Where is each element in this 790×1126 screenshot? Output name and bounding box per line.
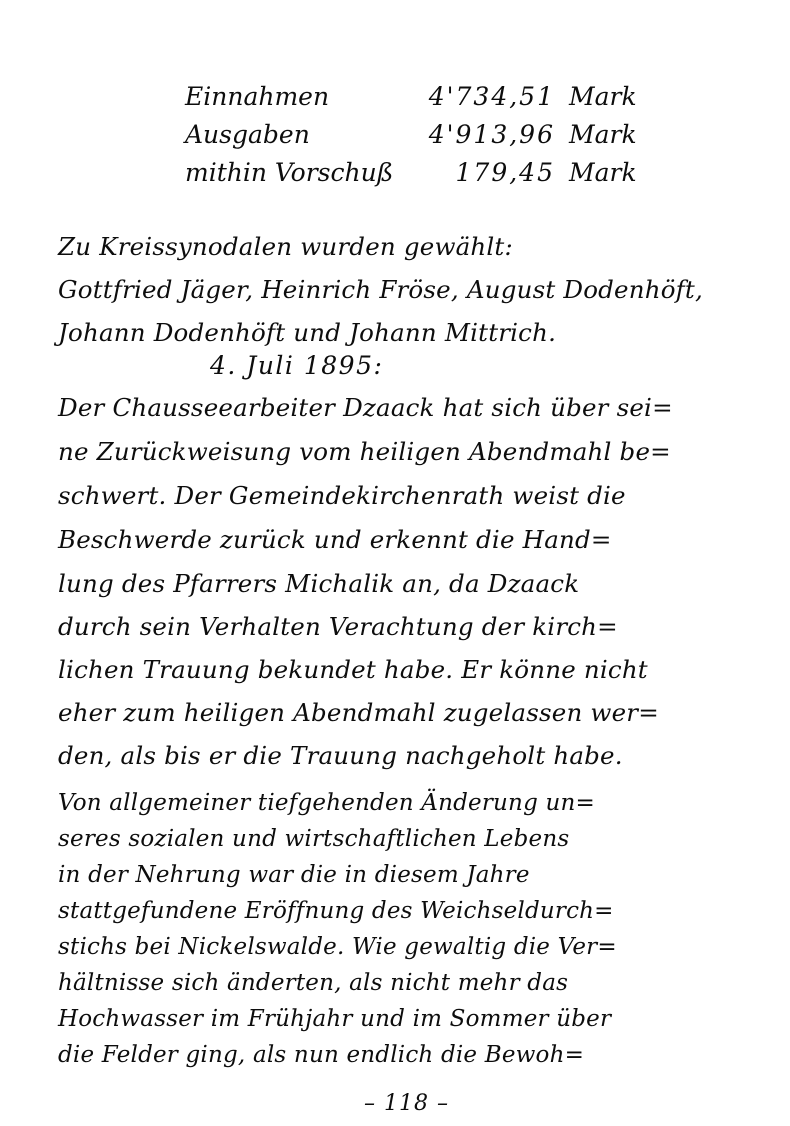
complaint-line: ne Zurückweisung vom heiligen Abendmahl be= (58, 437, 671, 466)
page-number: – 118 – (364, 1091, 449, 1116)
account-label: Ausgaben (185, 120, 310, 149)
account-amount: 179,45 (455, 158, 555, 187)
change-line: stichs bei Nickelswalde. Wie gewaltig die Ver= (58, 934, 617, 960)
synod-line: Johann Dodenhöft und Johann Mittrich. (58, 318, 557, 347)
account-label: Einnahmen (185, 82, 330, 111)
change-line: seres sozialen und wirtschaftlichen Lebens (58, 826, 570, 852)
complaint-line: den, als bis er die Trauung nachgeholt habe. (58, 741, 623, 770)
accounts-block (185, 82, 655, 196)
account-amount: 4'913,96 (428, 120, 555, 149)
account-row-expenses (185, 120, 655, 158)
complaint-line: lichen Trauung bekundet habe. Er könne nicht (58, 655, 648, 684)
complaint-line: lung des Pfarrers Michalik an, da Dzaack (58, 569, 580, 598)
account-unit: Mark (569, 158, 637, 187)
account-amount: 4'734,51 (428, 82, 555, 111)
change-line: Hochwasser im Frühjahr und im Sommer über (58, 1006, 612, 1032)
account-label: mithin Vorschuß (185, 158, 394, 187)
change-line: in der Nehrung war die in diesem Jahre (58, 862, 530, 888)
account-row-advance (185, 158, 655, 196)
account-unit: Mark (569, 120, 637, 149)
complaint-line: Beschwerde zurück und erkennt die Hand= (58, 525, 612, 554)
complaint-line: durch sein Verhalten Verachtung der kirch= (58, 612, 618, 641)
account-unit: Mark (569, 82, 637, 111)
change-line: hältnisse sich änderten, als nicht mehr das (58, 970, 569, 996)
change-line: stattgefundene Eröffnung des Weichseldurch= (58, 898, 614, 924)
synod-line: Zu Kreissynodalen wurden gewählt: (58, 232, 513, 261)
change-line: Von allgemeiner tiefgehenden Änderung un= (58, 790, 595, 816)
complaint-line: eher zum heiligen Abendmahl zugelassen wer= (58, 698, 659, 727)
entry-date: 4. Juli 1895: (210, 351, 384, 380)
change-line: die Felder ging, als nun endlich die Bewoh= (58, 1042, 585, 1068)
complaint-line: Der Chausseearbeiter Dzaack hat sich über sei= (58, 393, 673, 422)
account-row-income (185, 82, 655, 120)
synod-line: Gottfried Jäger, Heinrich Fröse, August Dodenhöft, (58, 275, 703, 304)
complaint-line: schwert. Der Gemeindekirchenrath weist die (58, 481, 626, 510)
